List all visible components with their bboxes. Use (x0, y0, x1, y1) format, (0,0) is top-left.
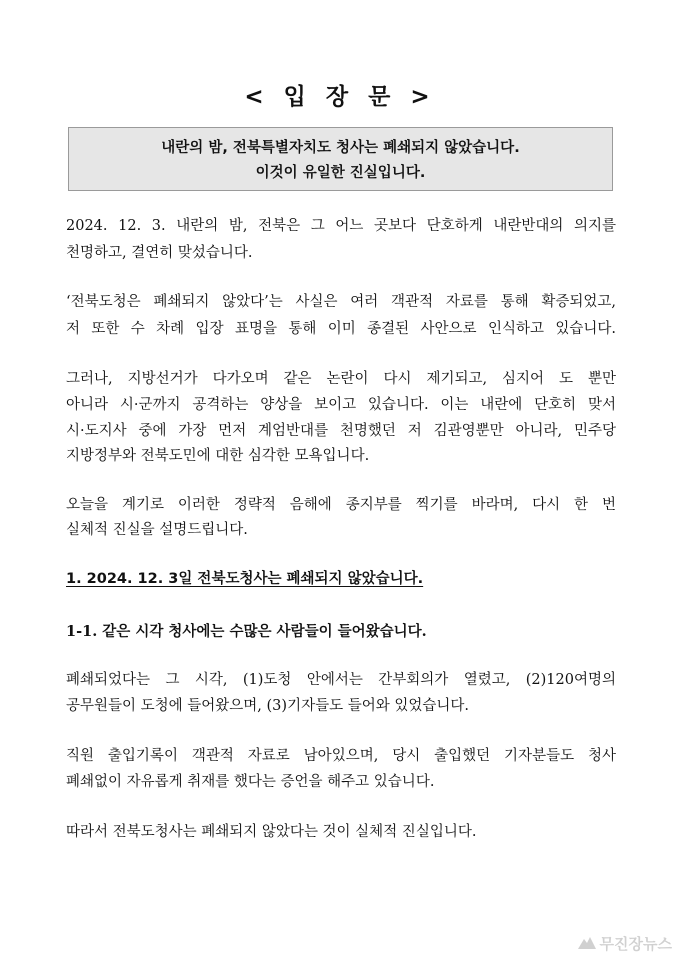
subsection-1-1-heading: 1-1. 같은 시각 청사에는 수많은 사람들이 들어왔습니다. (66, 623, 427, 640)
paragraph-7-line-1: 따라서 전북도청사는 폐쇄되지 않았다는 것이 실체적 진실입니다. (66, 824, 477, 840)
paragraph-3-line-4: 지방정부와 전북도민에 대한 심각한 모욕입니다. (66, 448, 370, 464)
watermark-text: 무진장뉴스 (599, 935, 672, 953)
paragraph-6-line-2: 폐쇄없이 자유롭게 취재를 했다는 증언을 해주고 있습니다. (66, 774, 435, 790)
summary-line-1: 내란의 밤, 전북특별자치도 청사는 폐쇄되지 않았습니다. (161, 140, 520, 156)
paragraph-2-line-2: 저 또한 수 차례 입장 표명을 통해 이미 종결된 사안으로 인식하고 있습니다. (66, 321, 616, 337)
paragraph-1-line-2: 천명하고, 결연히 맞섰습니다. (66, 245, 253, 261)
summary-box (68, 127, 613, 191)
summary-line-2: 이것이 유일한 진실입니다. (255, 165, 426, 181)
paragraph-1-line-1: 2024. 12. 3. 내란의 밤, 전북은 그 어느 곳보다 단호하게 내란반대의 의지를 (66, 218, 616, 234)
paragraph-4-line-2: 실체적 진실을 설명드립니다. (66, 522, 248, 538)
paragraph-5-line-1: 폐쇄되었다는 그 시각, (1)도청 안에서는 간부회의가 열렸고, (2)120여명의 (66, 672, 616, 688)
paragraph-3-line-1: 그러나, 지방선거가 다가오며 같은 논란이 다시 제기되고, 심지어 도 뿐만 (66, 371, 616, 387)
paragraph-3-line-3: 시·도지사 중에 가장 먼저 계엄반대를 천명했던 저 김관영뿐만 아니라, 민주당 (66, 423, 616, 439)
paragraph-4-line-1: 오늘을 계기로 이러한 정략적 음해에 종지부를 찍기를 바라며, 다시 한 번 (66, 497, 616, 513)
page-title: < 입 장 문 > (244, 84, 436, 110)
paragraph-5-line-2: 공무원들이 도청에 들어왔으며, (3)기자들도 들어와 있었습니다. (66, 698, 469, 714)
section-1-heading: 1. 2024. 12. 3일 전북도청사는 폐쇄되지 않았습니다. (66, 571, 424, 587)
mountain-logo-icon (578, 935, 596, 953)
watermark (578, 933, 672, 954)
paragraph-6-line-1: 직원 출입기록이 객관적 자료로 남아있으며, 당시 출입했던 기자분들도 청사 (66, 748, 616, 764)
paragraph-2-line-1: ‘전북도청은 폐쇄되지 않았다’는 사실은 여러 객관적 자료를 통해 확증되었고, (66, 294, 616, 310)
paragraph-3-line-2: 아니라 시·군까지 공격하는 양상을 보이고 있습니다. 이는 내란에 단호히 맞서 (66, 397, 616, 413)
